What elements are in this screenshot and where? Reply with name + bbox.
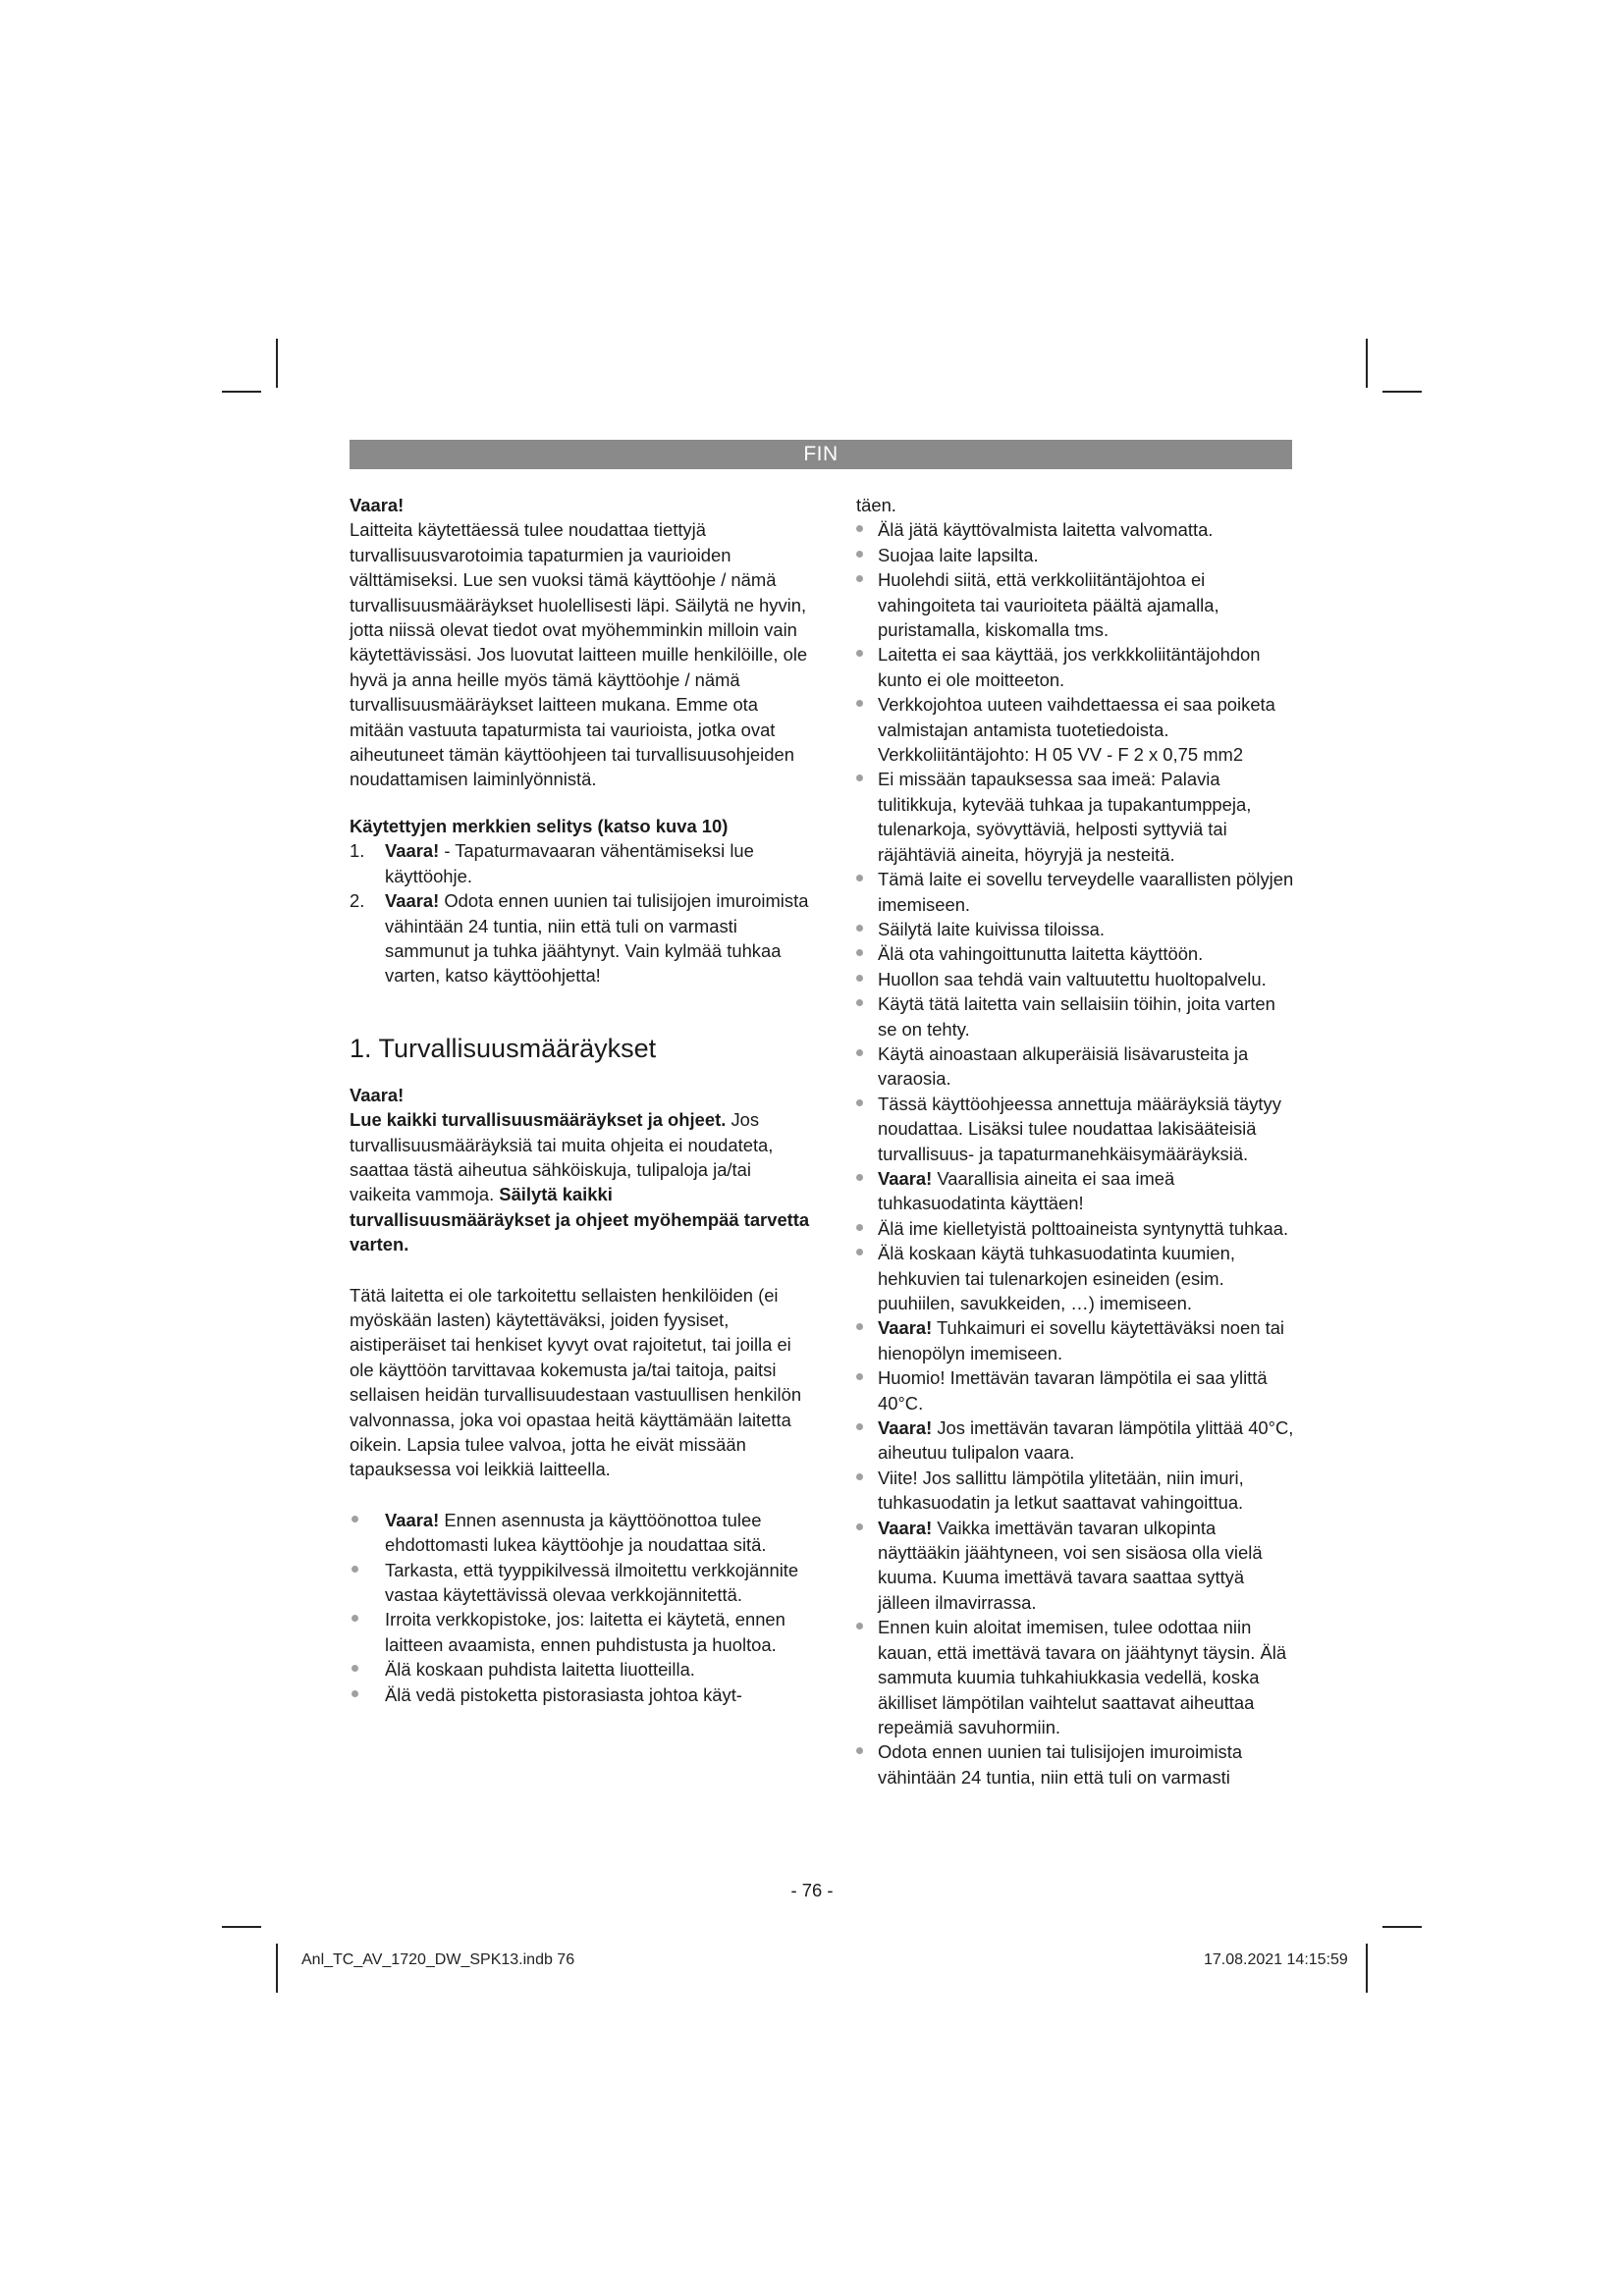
bullet-item: [856, 991, 1298, 1041]
bullet-dot-icon: [856, 1423, 863, 1430]
bullet-dot-icon: [856, 875, 863, 881]
sign-item: [350, 838, 811, 888]
bullet-item: [856, 567, 1298, 642]
crop-mark-tl-v: [276, 339, 278, 388]
bullet-item: [856, 1166, 1298, 1216]
bullet-dot-icon: [856, 975, 863, 982]
bullet-dot-icon: [856, 1323, 863, 1330]
bullet-text: Ei missään tapauksessa saa imeä: Palavia tulitikkuja, kytevää tuhkaa ja tupakantumppeja, tulenarkoja, syövyttäviä, helposti syttyviä tai räjähtäviä aineita, höyryjä ja nesteitä.: [878, 769, 1252, 865]
bullet-text: Älä jätä käyttövalmista laitetta valvomatta.: [878, 519, 1214, 541]
crop-mark-tr-h: [1382, 391, 1422, 393]
bullet-text: Tarkasta, että tyyppikilvessä ilmoitettu verkkojännite vastaa käytettävissä olevaa verkkojännitettä.: [385, 1559, 799, 1606]
bullet-item: [856, 867, 1298, 917]
bullet-text: Älä ota vahingoittunutta laitetta käyttöön.: [878, 943, 1204, 965]
bullet-dot-icon: [352, 1566, 358, 1573]
bullet-dot-icon: [856, 1099, 863, 1106]
bullet-text: Ennen kuin aloitat imemisen, tulee odottaa niin kauan, että imettävä tavara on jäähtynyt täysin. Älä sammuta kuumia tuhkahiukkasia vedellä, koska äkilliset lämpötilan vaihtelut saattavat aiheuttaa repeämiä savuhormiin.: [878, 1617, 1287, 1737]
bullet-text: Tuhkaimuri ei sovellu käytettäväksi noen tai hienopölyn imemiseen.: [878, 1317, 1285, 1363]
bullet-dot-icon: [856, 1623, 863, 1629]
bullet-text: Ennen asennusta ja käyttöönottoa tulee ehdottomasti lukea käyttöohje ja noudattaa sitä.: [385, 1509, 767, 1556]
bullet-item: [856, 1315, 1298, 1365]
intro-title: Vaara!: [350, 495, 405, 515]
bullet-item: [856, 1365, 1298, 1415]
bullet-dot-icon: [856, 1049, 863, 1056]
bullet-text: Huomio! Imettävän tavaran lämpötila ei saa ylittä 40°C.: [878, 1367, 1268, 1414]
crop-mark-tl-h: [222, 391, 261, 393]
language-label: FIN: [803, 443, 839, 465]
bullet-item: [856, 1241, 1298, 1315]
bullet-item: [856, 767, 1298, 867]
bullet-text: Huolehdi siitä, että verkkoliitäntäjohtoa ei vahingoiteta tai vaurioiteta päältä ajamalla, puristamalla, kiskomalla tms.: [878, 569, 1219, 641]
warn-bold: Lue kaikki turvallisuusmääräykset ja ohjeet.: [350, 1109, 727, 1131]
sign-number: 2.: [350, 890, 365, 912]
crop-mark-bl-v: [276, 1944, 278, 1993]
bullet-item: [350, 1657, 811, 1682]
left-column: [350, 493, 811, 1707]
bullet-text: Vaikka imettävän tavaran ulkopinta näyttääkin jäähtyneen, voi sen sisäosa olla vielä kuuma. Kuuma imettävä tavara saattaa syttyä jälleen ilmavirrassa.: [878, 1517, 1263, 1613]
bullet-dot-icon: [352, 1665, 358, 1672]
bullet-dot-icon: [352, 1516, 358, 1522]
bullet-item: [350, 1508, 811, 1558]
bullet-text: Tässä käyttöohjeessa annettuja määräyksiä täytyy noudattaa. Lisäksi tulee noudattaa lakisääteisiä turvallisuus- ja tapaturmanehkäisymääräyksiä.: [878, 1093, 1281, 1164]
bullet-dot-icon: [856, 575, 863, 582]
bullet-text: Käytä ainoastaan alkuperäisiä lisävarusteita ja varaosia.: [878, 1042, 1249, 1090]
bullet-text: Älä koskaan puhdista laitetta liuotteilla.: [385, 1659, 695, 1681]
bullet-item: [856, 543, 1298, 567]
footer-filename: Anl_TC_AV_1720_DW_SPK13.indb 76: [301, 1951, 575, 1968]
crop-mark-tr-v: [1366, 339, 1368, 388]
bullet-item: [350, 1558, 811, 1608]
bullet-dot-icon: [856, 700, 863, 707]
bullet-item: [856, 1092, 1298, 1166]
bullet-dot-icon: [352, 1615, 358, 1622]
bullet-item: [856, 1041, 1298, 1092]
suitability-paragraph: Tätä laitetta ei ole tarkoitettu sellaisten henkilöiden (ei myöskään lasten) käytettäväksi, joiden fyysiset, aistiperäiset tai henkiset kyvyt ovat rajoitetut, tai joilla ei ole käyttöön tarvittavaa kokemusta ja/tai taitoja, paitsi sellaisen heidän turvallisuudestaan vastuullisen henkilön valvonnassa, joka voi opastaa heitä käyttämään laitetta oikein. Lapsia tulee valvoa, jotta he eivät missään tapauksessa voi leikkiä laitteella.: [350, 1284, 802, 1480]
bullet-dot-icon: [856, 774, 863, 781]
bullet-text: Viite! Jos sallittu lämpötila ylitetään, niin imuri, tuhkasuodatin ja letkut saattavat vahingoittua.: [878, 1467, 1244, 1514]
crop-mark-br-v: [1366, 1944, 1368, 1993]
bullet-dot-icon: [856, 525, 863, 532]
signs-heading: Käytettyjen merkkien selitys (katso kuva 10): [350, 815, 729, 836]
bullet-bold: Vaara!: [878, 1417, 933, 1439]
bullet-item: [856, 1415, 1298, 1466]
crop-mark-bl-h: [222, 1926, 261, 1928]
warn-paragraph: [350, 1107, 811, 1256]
section-title: 1. Turvallisuusmääräykset: [350, 1033, 657, 1063]
bullet-item: [856, 917, 1298, 941]
bullet-item: [856, 941, 1298, 966]
bullet-text: Älä ime kielletyistä polttoaineista syntynyttä tuhkaa.: [878, 1217, 1289, 1239]
warn-bold-2: Säilytä kaikki turvallisuusmääräykset ja ohjeet myöhempää tarvetta varten.: [350, 1184, 810, 1255]
bullet-text: Laitetta ei saa käyttää, jos verkkkoliitäntäjohdon kunto ei ole moitteeton.: [878, 644, 1261, 690]
footer-timestamp: 17.08.2021 14:15:59: [1204, 1951, 1348, 1968]
right-column: [856, 493, 1298, 1789]
sign-text: - Tapaturmavaaran vähentämiseksi lue käyttöohje.: [385, 840, 754, 886]
bullet-dot-icon: [856, 650, 863, 657]
bullet-item: [856, 692, 1298, 767]
sign-text: Odota ennen uunien tai tulisijojen imuroimista vähintään 24 tuntia, niin että tuli on varmasti sammunut ja tuhka jäähtynyt. Vain kylmää tuhkaa varten, katso käyttöohjetta!: [385, 890, 809, 987]
language-header-bar: [350, 440, 1292, 469]
bullet-item: [856, 517, 1298, 542]
warn-text: Jos turvallisuusmääräyksiä tai muita ohjeita ei noudateta, saattaa tästä aiheutua sähköiskuja, tulipaloja ja/tai vaikeita vammoja.: [350, 1109, 774, 1205]
bullet-text: Jos imettävän tavaran lämpötila ylittää 40°C, aiheutuu tulipalon vaara.: [878, 1417, 1294, 1464]
bullet-text: Käytä tätä laitetta vain sellaisiin töihin, joita varten se on tehty.: [878, 993, 1275, 1040]
bullet-dot-icon: [856, 1224, 863, 1231]
bullet-dot-icon: [856, 925, 863, 932]
continued-text: täen.: [856, 495, 896, 515]
left-bullet-list: [350, 1508, 811, 1707]
bullet-text: Vaarallisia aineita ei saa imeä tuhkasuodatinta käyttäen!: [878, 1167, 1175, 1214]
page-number: - 76 -: [790, 1880, 834, 1900]
bullet-text: Odota ennen uunien tai tulisijojen imuroimista vähintään 24 tuntia, niin että tuli on varmasti: [878, 1741, 1243, 1788]
sign-item: [350, 888, 811, 988]
bullet-text: Säilytä laite kuivissa tiloissa.: [878, 918, 1105, 939]
bullet-dot-icon: [856, 1373, 863, 1380]
signs-list: [350, 838, 811, 988]
bullet-bold: Vaara!: [878, 1167, 933, 1189]
bullet-dot-icon: [352, 1690, 358, 1697]
bullet-bold: Vaara!: [878, 1517, 933, 1538]
warn-title: Vaara!: [350, 1084, 405, 1105]
bullet-bold: Vaara!: [878, 1317, 933, 1339]
bullet-dot-icon: [856, 551, 863, 558]
bullet-text: Älä koskaan käytä tuhkasuodatinta kuumien, hehkuvien tai tulenarkojen esineiden (esim. puuhiilen, savukkeiden, …) imemiseen.: [878, 1243, 1235, 1313]
bullet-item: [856, 1615, 1298, 1739]
bullet-item: [856, 1739, 1298, 1789]
bullet-item: [856, 967, 1298, 991]
bullet-dot-icon: [856, 1747, 863, 1754]
bullet-item: [856, 1466, 1298, 1516]
bullet-dot-icon: [856, 1523, 863, 1530]
intro-text: Laitteita käytettäessä tulee noudattaa tiettyjä turvallisuusvarotoimia tapaturmien ja vaurioiden välttämiseksi. Lue sen vuoksi tämä käyttöohje / nämä turvallisuusmääräykset huolellisesti läpi. Säilytä ne hyvin, jotta niissä olevat tiedot ovat myöhemminkin milloin vain käytettävissäsi. Jos luovutat laitteen muille henkilöille, ole hyvä ja anna heille myös tämä käyttöohje / nämä turvallisuusmääräykset laitteen mukana. Emme ota mitään vastuuta tapaturmista tai vaurioista, jotka ovat aiheutuneet tämän käyttöohjeen tai turvallisuusohjeiden noudattamisen laiminlyönnistä.: [350, 519, 808, 790]
sign-bold: Vaara!: [385, 840, 440, 862]
bullet-dot-icon: [856, 949, 863, 956]
bullet-text: Huollon saa tehdä vain valtuutettu huoltopalvelu.: [878, 968, 1267, 989]
bullet-text: Tämä laite ei sovellu terveydelle vaarallisten pölyjen imemiseen.: [878, 869, 1294, 915]
bullet-item: [856, 642, 1298, 692]
bullet-text: Älä vedä pistoketta pistorasiasta johtoa käyt-: [385, 1683, 742, 1705]
bullet-text: Verkkojohtoa uuteen vaihdettaessa ei saa poiketa valmistajan antamista tuotetiedoista. Verkkoliitäntäjohto: H 05 VV - F 2 x 0,75 mm2: [878, 694, 1275, 766]
crop-mark-br-h: [1382, 1926, 1422, 1928]
sign-bold: Vaara!: [385, 890, 440, 912]
bullet-dot-icon: [856, 999, 863, 1006]
bullet-item: [350, 1607, 811, 1657]
bullet-text: Irroita verkkopistoke, jos: laitetta ei käytetä, ennen laitteen avaamista, ennen puhdistusta ja huoltoa.: [385, 1609, 785, 1655]
bullet-item: [350, 1682, 811, 1707]
bullet-dot-icon: [856, 1473, 863, 1480]
right-bullet-list: [856, 517, 1298, 1789]
bullet-dot-icon: [856, 1249, 863, 1255]
bullet-dot-icon: [856, 1174, 863, 1181]
bullet-bold: Vaara!: [385, 1509, 440, 1530]
bullet-item: [856, 1516, 1298, 1616]
sign-number: 1.: [350, 840, 365, 862]
bullet-text: Suojaa laite lapsilta.: [878, 544, 1039, 565]
bullet-item: [856, 1216, 1298, 1241]
